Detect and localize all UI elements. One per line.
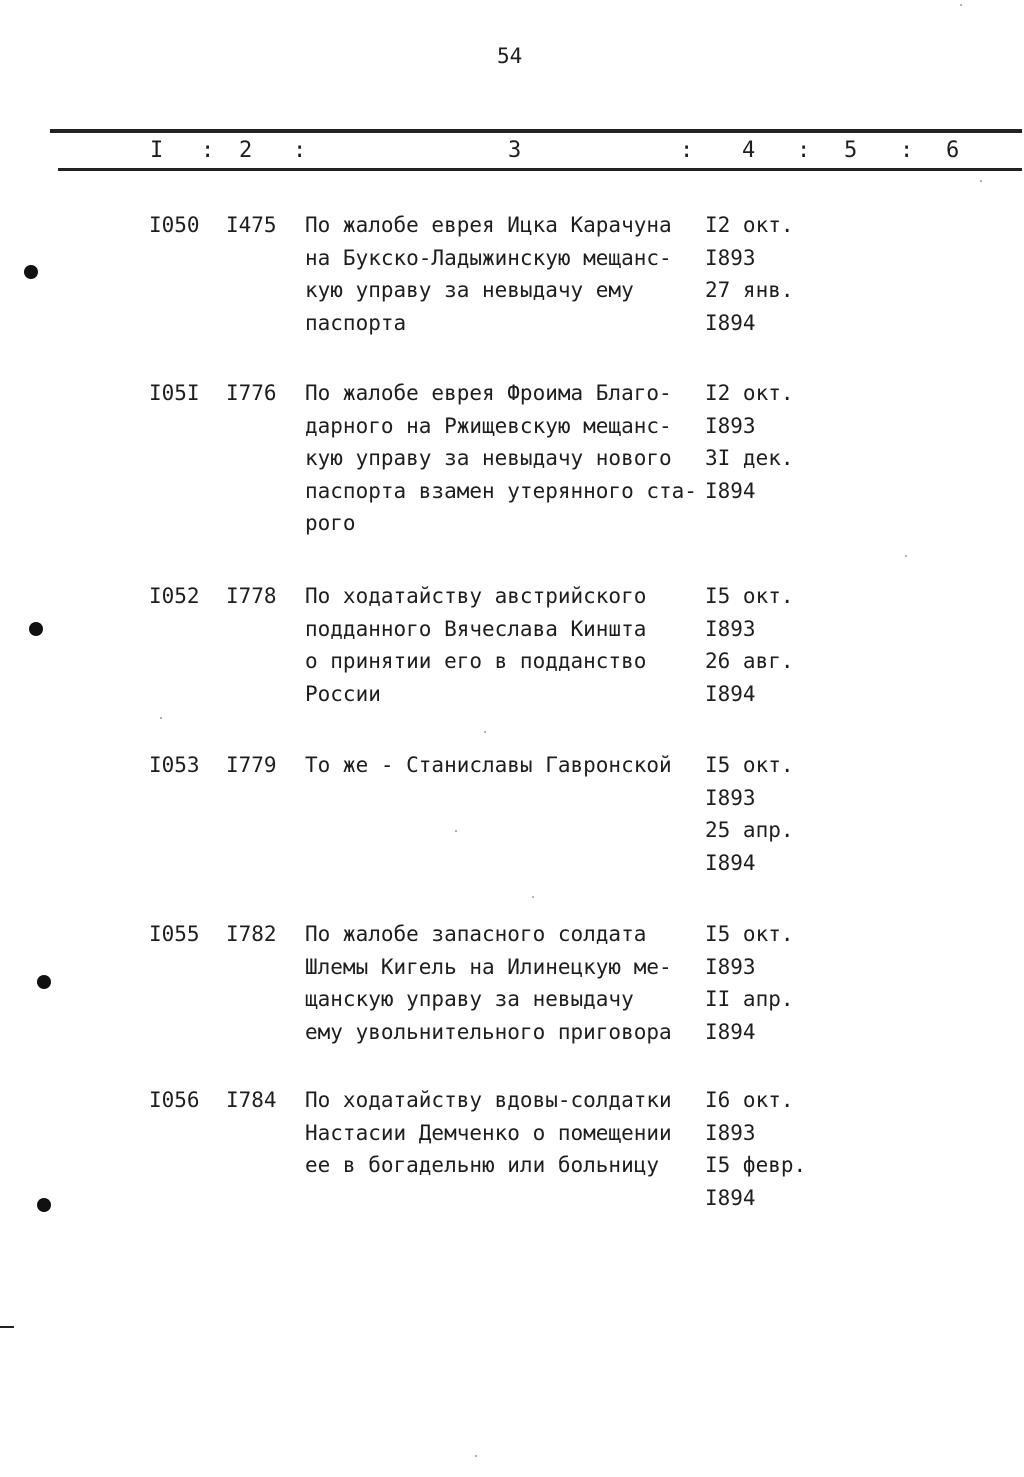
punch-hole	[24, 265, 38, 279]
end-date: 27 янв.	[705, 278, 794, 302]
start-date: I2 окт.	[705, 381, 794, 405]
record-description: По жалобе еврея Ицка Карачуна на Букско-Ладыжинскую мещанс- кую управу за невыдачу ему паспорта	[305, 213, 672, 335]
scan-edge-mark	[0, 1326, 14, 1328]
header-top-rule	[50, 129, 1022, 133]
header-separator: :	[680, 138, 694, 163]
start-year: I893	[705, 954, 756, 979]
record-dates	[705, 209, 825, 339]
record-reference: I782	[226, 922, 277, 946]
header-separator: :	[900, 138, 914, 163]
start-year: I893	[705, 245, 756, 270]
end-year: I894	[705, 1019, 756, 1044]
record-number: I056	[149, 1088, 200, 1112]
header-col-5: 5	[844, 138, 858, 163]
punch-hole	[37, 975, 51, 989]
end-date: 3I дек.	[705, 446, 794, 470]
record-number: I050	[149, 213, 200, 237]
header-col-4: 4	[742, 138, 756, 163]
record-number: I055	[149, 922, 200, 946]
header-col-1: I	[150, 138, 164, 163]
scan-speck	[455, 830, 457, 832]
header-col-6: 6	[946, 138, 960, 163]
record-reference: I475	[226, 213, 277, 237]
scan-speck	[960, 4, 962, 6]
start-year: I893	[705, 616, 756, 641]
start-year: I893	[705, 785, 756, 810]
record-description: По ходатайству вдовы-солдатки Настасии Демченко о помещении ее в богадельню или больницу	[305, 1088, 672, 1177]
start-date: I6 окт.	[705, 1088, 794, 1112]
header-separator: :	[201, 138, 215, 163]
record-number: I052	[149, 584, 200, 608]
record-dates	[705, 580, 825, 710]
scan-speck	[484, 731, 486, 733]
punch-hole	[37, 1198, 51, 1212]
start-date: I5 окт.	[705, 753, 794, 777]
header-col-2: 2	[239, 138, 253, 163]
header-col-3: 3	[508, 138, 522, 163]
end-year: I894	[705, 681, 756, 706]
end-year: I894	[705, 310, 756, 335]
end-year: I894	[705, 1185, 756, 1210]
record-dates	[705, 918, 825, 1048]
record-reference: I776	[226, 381, 277, 405]
record-dates	[705, 749, 825, 879]
record-dates	[705, 1084, 825, 1214]
start-year: I893	[705, 413, 756, 438]
scan-speck	[475, 1455, 477, 1457]
start-year: I893	[705, 1120, 756, 1145]
scan-speck	[905, 555, 907, 557]
record-description: По ходатайству австрийского подданного Вячеслава Киншта о принятии его в подданство России	[305, 584, 647, 706]
end-year: I894	[705, 850, 756, 875]
record-dates	[705, 377, 825, 507]
record-reference: I784	[226, 1088, 277, 1112]
header-separator: :	[797, 138, 811, 163]
page-number: 54	[497, 44, 523, 68]
record-reference: I778	[226, 584, 277, 608]
start-date: I5 окт.	[705, 922, 794, 946]
punch-hole	[29, 622, 43, 636]
record-reference: I779	[226, 753, 277, 777]
scan-speck	[160, 717, 162, 719]
record-number: I053	[149, 753, 200, 777]
end-date: 25 апр.	[705, 818, 794, 842]
record-number: I05I	[149, 381, 200, 405]
start-date: I2 окт.	[705, 213, 794, 237]
record-description: По жалобе запасного солдата Шлемы Кигель на Илинецкую ме- щанскую управу за невыдачу ему увольнительного приговора	[305, 922, 672, 1044]
scan-speck	[980, 180, 982, 182]
end-date: I5 февр.	[705, 1153, 807, 1177]
header-separator: :	[293, 138, 307, 163]
record-description: По жалобе еврея Фроима Благо- дарного на Ржищевскую мещанс- кую управу за невыдачу нового паспорта взамен утерянного ста- рого	[305, 381, 697, 535]
start-date: I5 окт.	[705, 584, 794, 608]
header-bottom-rule	[58, 168, 1022, 171]
end-year: I894	[705, 478, 756, 503]
end-date: II апр.	[705, 987, 794, 1011]
scan-speck	[532, 896, 534, 898]
end-date: 26 авг.	[705, 649, 794, 673]
record-description: То же - Станиславы Гавронской	[305, 753, 672, 777]
